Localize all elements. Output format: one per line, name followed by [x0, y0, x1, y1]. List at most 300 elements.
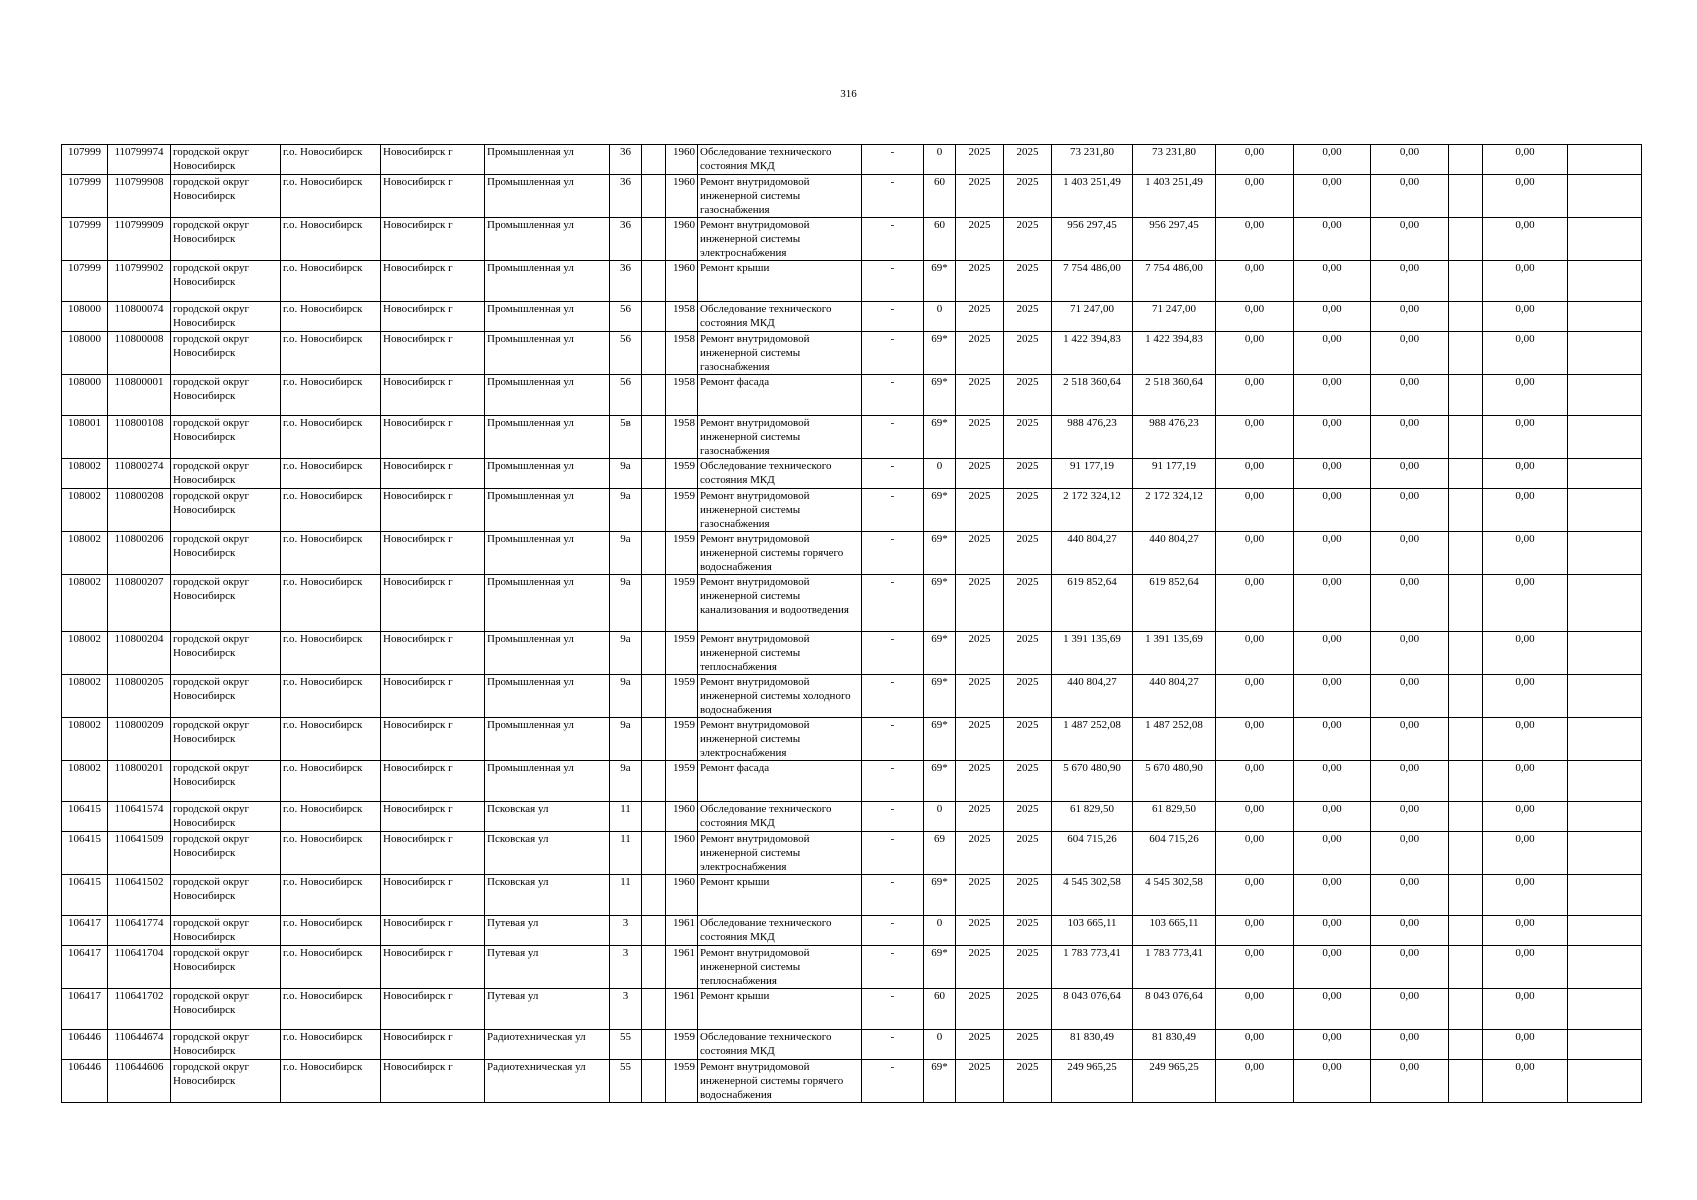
cell-source-federal: 0,00 — [1216, 1030, 1294, 1060]
cell-total-cost: 1 391 135,69 — [1052, 632, 1133, 675]
cell-total-cost: 5 670 480,90 — [1052, 761, 1133, 802]
cell-wear-percent: 0 — [924, 802, 956, 832]
cell-source-owners: 0,00 — [1483, 675, 1568, 718]
table-row — [62, 416, 1642, 459]
cell-source-federal: 0,00 — [1216, 718, 1294, 761]
cell-source-local: 0,00 — [1371, 218, 1449, 261]
cell-source-fund: 81 830,49 — [1133, 1030, 1216, 1060]
cell-source-owners: 0,00 — [1483, 459, 1568, 489]
cell-street: Промышленная ул — [485, 532, 610, 575]
cell-work-type: Ремонт внутридомовой инженерной системы электроснабжения — [698, 832, 862, 875]
cell-municipality: г.о. Новосибирск — [281, 916, 381, 946]
cell-street: Псковская ул — [485, 875, 610, 916]
cell-note — [1568, 1030, 1642, 1060]
cell-street: Псковская ул — [485, 802, 610, 832]
cell-row-id: 106417 — [62, 989, 108, 1030]
cell-source-fund: 1 487 252,08 — [1133, 718, 1216, 761]
cell-house-number: 11 — [610, 875, 642, 916]
cell-work-code: 110641774 — [108, 916, 171, 946]
cell-municipality: г.о. Новосибирск — [281, 332, 381, 375]
cell-source-regional: 0,00 — [1294, 916, 1371, 946]
cell-source-extra — [1449, 832, 1483, 875]
cell-city: Новосибирск г — [381, 832, 485, 875]
cell-plan-year-start: 2025 — [956, 332, 1004, 375]
cell-building-letter — [642, 302, 666, 332]
cell-district: городской округ Новосибирск — [171, 875, 281, 916]
cell-source-regional: 0,00 — [1294, 145, 1371, 175]
cell-municipality: г.о. Новосибирск — [281, 832, 381, 875]
cell-total-cost: 61 829,50 — [1052, 802, 1133, 832]
cell-wear-percent: 69* — [924, 718, 956, 761]
cell-unit-mark: - — [862, 532, 924, 575]
cell-street: Промышленная ул — [485, 718, 610, 761]
cell-source-extra — [1449, 632, 1483, 675]
cell-plan-year-start: 2025 — [956, 916, 1004, 946]
cell-source-federal: 0,00 — [1216, 332, 1294, 375]
cell-source-federal: 0,00 — [1216, 261, 1294, 302]
cell-house-number: 3 — [610, 916, 642, 946]
cell-note — [1568, 375, 1642, 416]
cell-source-extra — [1449, 145, 1483, 175]
cell-unit-mark: - — [862, 416, 924, 459]
cell-building-letter — [642, 175, 666, 218]
cell-unit-mark: - — [862, 946, 924, 989]
cell-source-regional: 0,00 — [1294, 175, 1371, 218]
cell-source-owners: 0,00 — [1483, 1030, 1568, 1060]
cell-note — [1568, 175, 1642, 218]
cell-source-regional: 0,00 — [1294, 875, 1371, 916]
cell-house-number: 9а — [610, 632, 642, 675]
cell-source-extra — [1449, 875, 1483, 916]
cell-plan-year-end: 2025 — [1004, 761, 1052, 802]
cell-source-owners: 0,00 — [1483, 989, 1568, 1030]
cell-build-year: 1960 — [666, 145, 698, 175]
cell-source-local: 0,00 — [1371, 1060, 1449, 1103]
cell-source-federal: 0,00 — [1216, 489, 1294, 532]
cell-unit-mark: - — [862, 1030, 924, 1060]
cell-source-fund: 249 965,25 — [1133, 1060, 1216, 1103]
cell-plan-year-end: 2025 — [1004, 261, 1052, 302]
cell-source-regional: 0,00 — [1294, 632, 1371, 675]
cell-city: Новосибирск г — [381, 1060, 485, 1103]
cell-work-code: 110641502 — [108, 875, 171, 916]
cell-unit-mark: - — [862, 375, 924, 416]
table-row — [62, 632, 1642, 675]
cell-district: городской округ Новосибирск — [171, 802, 281, 832]
cell-source-regional: 0,00 — [1294, 332, 1371, 375]
cell-plan-year-end: 2025 — [1004, 489, 1052, 532]
cell-work-code: 110800074 — [108, 302, 171, 332]
cell-source-local: 0,00 — [1371, 489, 1449, 532]
cell-work-code: 110800205 — [108, 675, 171, 718]
table-row — [62, 946, 1642, 989]
cell-row-id: 108002 — [62, 718, 108, 761]
cell-work-type: Ремонт внутридомовой инженерной системы теплоснабжения — [698, 946, 862, 989]
cell-city: Новосибирск г — [381, 946, 485, 989]
cell-house-number: 9а — [610, 575, 642, 632]
cell-total-cost: 73 231,80 — [1052, 145, 1133, 175]
cell-source-federal: 0,00 — [1216, 416, 1294, 459]
cell-work-type: Ремонт внутридомовой инженерной системы канализования и водоотведения — [698, 575, 862, 632]
cell-source-regional: 0,00 — [1294, 261, 1371, 302]
cell-building-letter — [642, 632, 666, 675]
cell-row-id: 106415 — [62, 802, 108, 832]
cell-wear-percent: 69* — [924, 761, 956, 802]
cell-district: городской округ Новосибирск — [171, 459, 281, 489]
cell-source-owners: 0,00 — [1483, 302, 1568, 332]
cell-row-id: 107999 — [62, 261, 108, 302]
cell-city: Новосибирск г — [381, 218, 485, 261]
cell-unit-mark: - — [862, 916, 924, 946]
cell-source-federal: 0,00 — [1216, 989, 1294, 1030]
cell-source-local: 0,00 — [1371, 875, 1449, 916]
cell-source-owners: 0,00 — [1483, 145, 1568, 175]
cell-source-fund: 988 476,23 — [1133, 416, 1216, 459]
cell-municipality: г.о. Новосибирск — [281, 416, 381, 459]
cell-building-letter — [642, 575, 666, 632]
cell-row-id: 108000 — [62, 332, 108, 375]
cell-building-letter — [642, 459, 666, 489]
cell-city: Новосибирск г — [381, 532, 485, 575]
cell-city: Новосибирск г — [381, 802, 485, 832]
cell-house-number: 11 — [610, 802, 642, 832]
cell-total-cost: 440 804,27 — [1052, 675, 1133, 718]
cell-municipality: г.о. Новосибирск — [281, 632, 381, 675]
cell-city: Новосибирск г — [381, 302, 485, 332]
cell-house-number: 56 — [610, 302, 642, 332]
cell-house-number: 55 — [610, 1060, 642, 1103]
cell-work-type: Обследование технического состояния МКД — [698, 459, 862, 489]
cell-row-id: 107999 — [62, 175, 108, 218]
cell-municipality: г.о. Новосибирск — [281, 761, 381, 802]
cell-city: Новосибирск г — [381, 632, 485, 675]
cell-build-year: 1960 — [666, 261, 698, 302]
cell-source-owners: 0,00 — [1483, 261, 1568, 302]
cell-city: Новосибирск г — [381, 489, 485, 532]
table-body — [62, 145, 1642, 1103]
cell-note — [1568, 632, 1642, 675]
cell-city: Новосибирск г — [381, 416, 485, 459]
table-row — [62, 332, 1642, 375]
cell-source-fund: 103 665,11 — [1133, 916, 1216, 946]
cell-work-type: Ремонт внутридомовой инженерной системы электроснабжения — [698, 718, 862, 761]
cell-source-fund: 440 804,27 — [1133, 675, 1216, 718]
table-row — [62, 875, 1642, 916]
cell-total-cost: 91 177,19 — [1052, 459, 1133, 489]
cell-house-number: 9а — [610, 761, 642, 802]
cell-row-id: 108002 — [62, 761, 108, 802]
cell-building-letter — [642, 261, 666, 302]
cell-house-number: 36 — [610, 175, 642, 218]
cell-note — [1568, 675, 1642, 718]
cell-municipality: г.о. Новосибирск — [281, 675, 381, 718]
cell-street: Промышленная ул — [485, 416, 610, 459]
cell-work-code: 110800108 — [108, 416, 171, 459]
cell-wear-percent: 0 — [924, 916, 956, 946]
cell-city: Новосибирск г — [381, 761, 485, 802]
cell-source-extra — [1449, 946, 1483, 989]
cell-source-fund: 956 297,45 — [1133, 218, 1216, 261]
cell-street: Промышленная ул — [485, 218, 610, 261]
cell-municipality: г.о. Новосибирск — [281, 145, 381, 175]
cell-total-cost: 619 852,64 — [1052, 575, 1133, 632]
table-row — [62, 489, 1642, 532]
cell-note — [1568, 1060, 1642, 1103]
cell-street: Промышленная ул — [485, 175, 610, 218]
cell-building-letter — [642, 875, 666, 916]
cell-house-number: 5в — [610, 416, 642, 459]
cell-district: городской округ Новосибирск — [171, 718, 281, 761]
cell-note — [1568, 145, 1642, 175]
cell-wear-percent: 69* — [924, 332, 956, 375]
cell-plan-year-end: 2025 — [1004, 916, 1052, 946]
cell-district: городской округ Новосибирск — [171, 489, 281, 532]
cell-unit-mark: - — [862, 875, 924, 916]
cell-source-owners: 0,00 — [1483, 575, 1568, 632]
cell-source-owners: 0,00 — [1483, 532, 1568, 575]
cell-build-year: 1959 — [666, 489, 698, 532]
cell-building-letter — [642, 218, 666, 261]
cell-source-extra — [1449, 332, 1483, 375]
cell-note — [1568, 261, 1642, 302]
cell-source-local: 0,00 — [1371, 375, 1449, 416]
cell-total-cost: 440 804,27 — [1052, 532, 1133, 575]
cell-unit-mark: - — [862, 575, 924, 632]
cell-source-owners: 0,00 — [1483, 832, 1568, 875]
cell-municipality: г.о. Новосибирск — [281, 375, 381, 416]
cell-work-type: Ремонт внутридомовой инженерной системы горячего водоснабжения — [698, 532, 862, 575]
cell-source-regional: 0,00 — [1294, 718, 1371, 761]
cell-wear-percent: 0 — [924, 459, 956, 489]
cell-plan-year-start: 2025 — [956, 489, 1004, 532]
table-row — [62, 802, 1642, 832]
cell-note — [1568, 218, 1642, 261]
cell-row-id: 108000 — [62, 302, 108, 332]
table-row — [62, 575, 1642, 632]
cell-source-local: 0,00 — [1371, 946, 1449, 989]
cell-source-local: 0,00 — [1371, 718, 1449, 761]
cell-source-fund: 91 177,19 — [1133, 459, 1216, 489]
cell-house-number: 36 — [610, 145, 642, 175]
cell-street: Радиотехническая ул — [485, 1060, 610, 1103]
cell-source-extra — [1449, 218, 1483, 261]
cell-city: Новосибирск г — [381, 261, 485, 302]
cell-work-type: Обследование технического состояния МКД — [698, 1030, 862, 1060]
cell-house-number: 36 — [610, 261, 642, 302]
cell-house-number: 9а — [610, 675, 642, 718]
cell-total-cost: 71 247,00 — [1052, 302, 1133, 332]
cell-building-letter — [642, 916, 666, 946]
cell-source-regional: 0,00 — [1294, 416, 1371, 459]
cell-source-regional: 0,00 — [1294, 946, 1371, 989]
cell-wear-percent: 69* — [924, 675, 956, 718]
cell-plan-year-end: 2025 — [1004, 459, 1052, 489]
cell-municipality: г.о. Новосибирск — [281, 989, 381, 1030]
cell-district: городской округ Новосибирск — [171, 1030, 281, 1060]
cell-work-code: 110641574 — [108, 802, 171, 832]
cell-source-regional: 0,00 — [1294, 218, 1371, 261]
cell-wear-percent: 69* — [924, 632, 956, 675]
cell-wear-percent: 69* — [924, 875, 956, 916]
cell-plan-year-start: 2025 — [956, 218, 1004, 261]
cell-building-letter — [642, 1030, 666, 1060]
cell-plan-year-end: 2025 — [1004, 875, 1052, 916]
cell-source-regional: 0,00 — [1294, 675, 1371, 718]
cell-total-cost: 4 545 302,58 — [1052, 875, 1133, 916]
cell-work-type: Ремонт крыши — [698, 989, 862, 1030]
cell-build-year: 1961 — [666, 916, 698, 946]
cell-build-year: 1958 — [666, 302, 698, 332]
cell-source-local: 0,00 — [1371, 332, 1449, 375]
cell-source-fund: 73 231,80 — [1133, 145, 1216, 175]
cell-district: городской округ Новосибирск — [171, 261, 281, 302]
cell-source-extra — [1449, 532, 1483, 575]
cell-plan-year-end: 2025 — [1004, 1030, 1052, 1060]
cell-work-code: 110799908 — [108, 175, 171, 218]
cell-district: городской округ Новосибирск — [171, 375, 281, 416]
cell-source-fund: 2 518 360,64 — [1133, 375, 1216, 416]
cell-total-cost: 1 783 773,41 — [1052, 946, 1133, 989]
cell-wear-percent: 0 — [924, 1030, 956, 1060]
cell-row-id: 108002 — [62, 632, 108, 675]
cell-district: городской округ Новосибирск — [171, 145, 281, 175]
cell-house-number: 11 — [610, 832, 642, 875]
cell-work-type: Ремонт фасада — [698, 761, 862, 802]
cell-street: Промышленная ул — [485, 459, 610, 489]
table-row — [62, 761, 1642, 802]
cell-plan-year-end: 2025 — [1004, 532, 1052, 575]
cell-source-federal: 0,00 — [1216, 375, 1294, 416]
cell-plan-year-start: 2025 — [956, 718, 1004, 761]
cell-house-number: 3 — [610, 946, 642, 989]
cell-building-letter — [642, 532, 666, 575]
cell-source-extra — [1449, 916, 1483, 946]
cell-municipality: г.о. Новосибирск — [281, 1030, 381, 1060]
cell-source-regional: 0,00 — [1294, 761, 1371, 802]
cell-source-federal: 0,00 — [1216, 675, 1294, 718]
cell-plan-year-start: 2025 — [956, 416, 1004, 459]
cell-row-id: 106415 — [62, 875, 108, 916]
cell-plan-year-end: 2025 — [1004, 332, 1052, 375]
cell-source-fund: 5 670 480,90 — [1133, 761, 1216, 802]
cell-plan-year-start: 2025 — [956, 802, 1004, 832]
cell-total-cost: 988 476,23 — [1052, 416, 1133, 459]
cell-house-number: 9а — [610, 718, 642, 761]
cell-source-owners: 0,00 — [1483, 489, 1568, 532]
cell-total-cost: 8 043 076,64 — [1052, 989, 1133, 1030]
cell-source-federal: 0,00 — [1216, 218, 1294, 261]
cell-plan-year-end: 2025 — [1004, 575, 1052, 632]
cell-note — [1568, 718, 1642, 761]
cell-source-fund: 8 043 076,64 — [1133, 989, 1216, 1030]
cell-source-federal: 0,00 — [1216, 832, 1294, 875]
cell-source-owners: 0,00 — [1483, 946, 1568, 989]
cell-wear-percent: 0 — [924, 302, 956, 332]
cell-district: городской округ Новосибирск — [171, 532, 281, 575]
table-row — [62, 532, 1642, 575]
table-row — [62, 261, 1642, 302]
cell-source-fund: 7 754 486,00 — [1133, 261, 1216, 302]
cell-plan-year-end: 2025 — [1004, 946, 1052, 989]
cell-plan-year-start: 2025 — [956, 875, 1004, 916]
cell-work-code: 110800209 — [108, 718, 171, 761]
cell-district: городской округ Новосибирск — [171, 675, 281, 718]
cell-unit-mark: - — [862, 459, 924, 489]
cell-house-number: 55 — [610, 1030, 642, 1060]
cell-work-type: Ремонт внутридомовой инженерной системы холодного водоснабжения — [698, 675, 862, 718]
cell-unit-mark: - — [862, 989, 924, 1030]
cell-work-code: 110644674 — [108, 1030, 171, 1060]
cell-street: Промышленная ул — [485, 145, 610, 175]
cell-row-id: 107999 — [62, 218, 108, 261]
cell-source-fund: 440 804,27 — [1133, 532, 1216, 575]
cell-build-year: 1960 — [666, 875, 698, 916]
cell-build-year: 1959 — [666, 632, 698, 675]
cell-row-id: 108002 — [62, 459, 108, 489]
cell-plan-year-end: 2025 — [1004, 375, 1052, 416]
cell-building-letter — [642, 761, 666, 802]
cell-work-type: Ремонт внутридомовой инженерной системы электроснабжения — [698, 218, 862, 261]
cell-wear-percent: 69* — [924, 416, 956, 459]
repair-program-table — [61, 144, 1642, 1103]
cell-source-regional: 0,00 — [1294, 1030, 1371, 1060]
cell-note — [1568, 916, 1642, 946]
cell-city: Новосибирск г — [381, 916, 485, 946]
cell-wear-percent: 69 — [924, 832, 956, 875]
cell-source-owners: 0,00 — [1483, 175, 1568, 218]
cell-wear-percent: 69* — [924, 532, 956, 575]
cell-plan-year-start: 2025 — [956, 946, 1004, 989]
cell-city: Новосибирск г — [381, 145, 485, 175]
cell-work-code: 110800001 — [108, 375, 171, 416]
cell-unit-mark: - — [862, 761, 924, 802]
cell-row-id: 108001 — [62, 416, 108, 459]
cell-district: городской округ Новосибирск — [171, 946, 281, 989]
cell-building-letter — [642, 718, 666, 761]
cell-source-regional: 0,00 — [1294, 375, 1371, 416]
cell-source-federal: 0,00 — [1216, 532, 1294, 575]
cell-plan-year-end: 2025 — [1004, 145, 1052, 175]
cell-street: Псковская ул — [485, 832, 610, 875]
cell-source-regional: 0,00 — [1294, 459, 1371, 489]
cell-source-regional: 0,00 — [1294, 989, 1371, 1030]
page-number: 316 — [840, 88, 857, 100]
cell-row-id: 106417 — [62, 946, 108, 989]
cell-total-cost: 249 965,25 — [1052, 1060, 1133, 1103]
cell-district: городской округ Новосибирск — [171, 575, 281, 632]
cell-unit-mark: - — [862, 675, 924, 718]
cell-build-year: 1958 — [666, 332, 698, 375]
cell-wear-percent: 69* — [924, 946, 956, 989]
cell-source-extra — [1449, 575, 1483, 632]
cell-source-federal: 0,00 — [1216, 145, 1294, 175]
cell-plan-year-start: 2025 — [956, 989, 1004, 1030]
cell-source-owners: 0,00 — [1483, 875, 1568, 916]
cell-source-local: 0,00 — [1371, 459, 1449, 489]
cell-source-fund: 71 247,00 — [1133, 302, 1216, 332]
cell-district: городской округ Новосибирск — [171, 761, 281, 802]
cell-city: Новосибирск г — [381, 675, 485, 718]
cell-street: Промышленная ул — [485, 489, 610, 532]
cell-work-type: Ремонт внутридомовой инженерной системы газоснабжения — [698, 332, 862, 375]
cell-source-fund: 4 545 302,58 — [1133, 875, 1216, 916]
cell-source-owners: 0,00 — [1483, 916, 1568, 946]
cell-work-code: 110800208 — [108, 489, 171, 532]
cell-city: Новосибирск г — [381, 1030, 485, 1060]
cell-total-cost: 103 665,11 — [1052, 916, 1133, 946]
cell-wear-percent: 60 — [924, 175, 956, 218]
cell-plan-year-end: 2025 — [1004, 175, 1052, 218]
